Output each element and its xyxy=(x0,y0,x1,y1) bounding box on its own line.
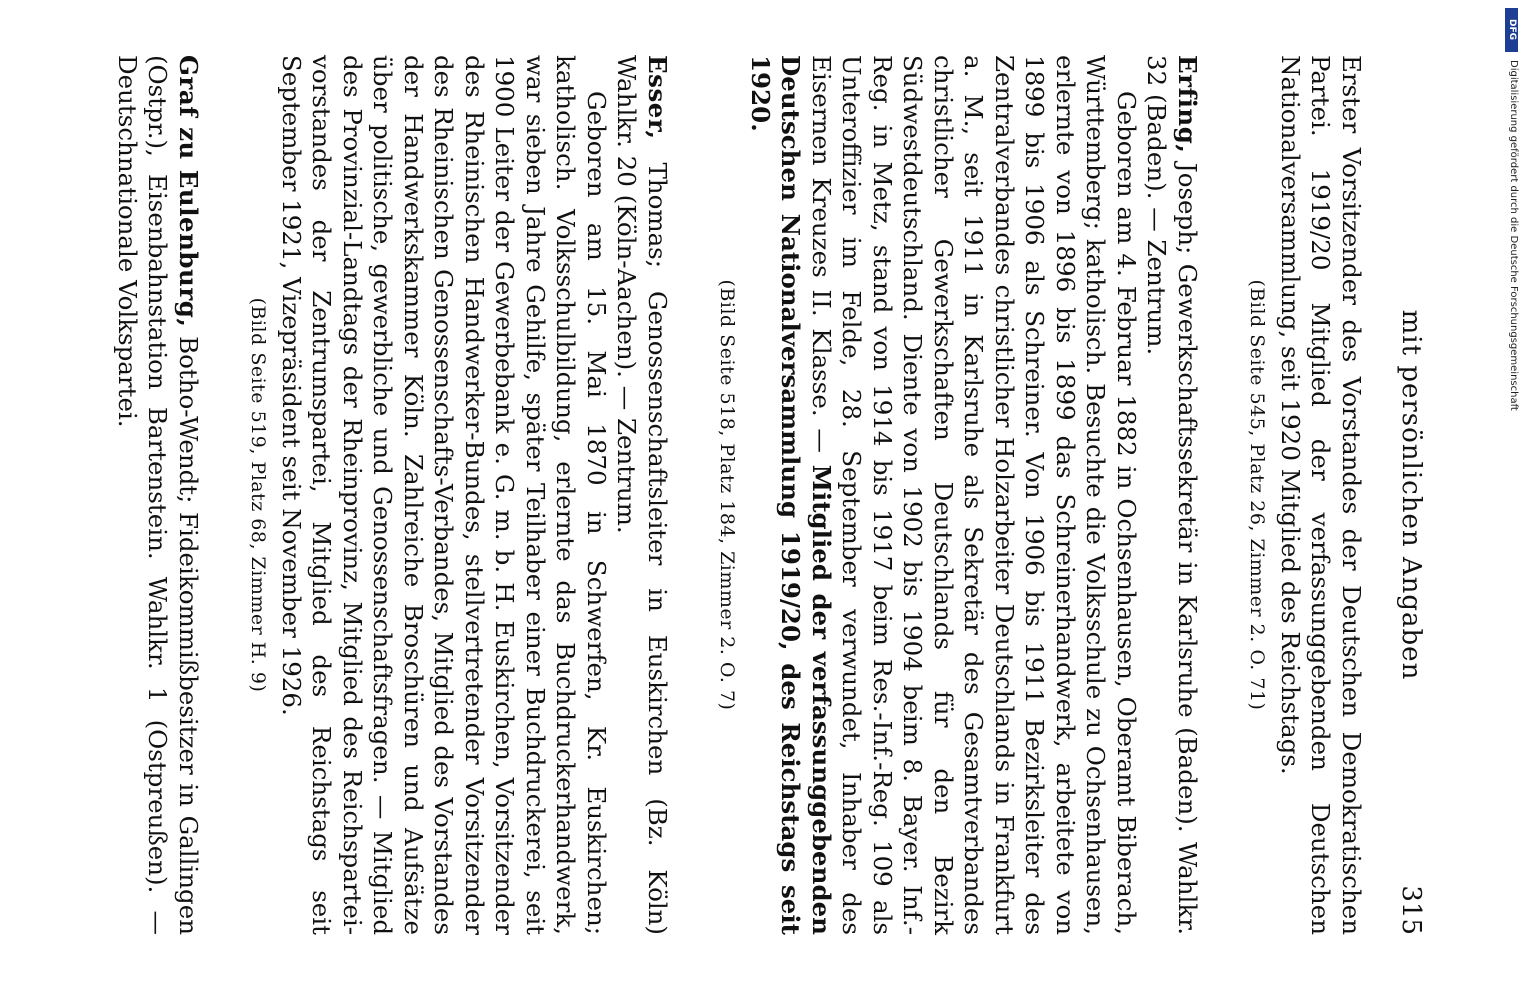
entry-continued xyxy=(1242,55,1366,935)
entry-name: Erfing, xyxy=(1173,55,1202,154)
entry-reference: (Bild Seite 545, Platz 26, Zimmer 2. O. 71) xyxy=(1246,279,1269,711)
entry-eulenburg xyxy=(112,55,204,935)
entry-esser xyxy=(243,55,672,935)
entry-lead: Joseph; Gewerkschaftssekretär in Karlsruhe (Baden). Wahlkr. 32 (Baden). — Zentrum. xyxy=(1142,55,1202,935)
entry-name: Esser, xyxy=(643,55,672,140)
entry-name: Graf zu Eulenburg, xyxy=(174,55,203,328)
funding-notice-text: Digitalisierung gefördert durch die Deutsche Forschungsgemeinschaft xyxy=(1508,60,1519,411)
dfg-logo: DFG xyxy=(1505,8,1518,52)
entry-body xyxy=(276,55,612,935)
entry-text: Erster Vorsitzender des Vorstandes der Deutschen Demokratischen Partei. 1919/20 Mitglied der verfassunggebenden Deutschen Nationalversammlung, seit 1920 Mitglied des Reichstags. xyxy=(1276,55,1366,935)
entry-body-text: Geboren am 15. Mai 1870 in Schwerfen, Kr. Euskirchen; katholisch. Volksschulbildung, erlernte das Buchdruckerhandwerk, war sieben Jahre Gehilfe, später Teilhaber einer Buchdruckerei, seit 1900 Leiter der Gewerbebank e. G. m. b. H. Euskirchen, Vorsitzender des Rheinischen Handwerker-Bundes, stellvertretender Vorsitzender des Rheinischen Genossenschafts-Verbandes, Mitglied des Vorstandes der Handwerkskammer Köln. Zahlreiche Broschüren und Aufsätze über politische, gewerbliche und Genossenschaftsfragen. — Mitglied des Provinzial-Landtags der Rheinprovinz, Mitglied des Reichspartei-vorstandes der Zentrumspartei, Mitglied des Reichstags seit September 1921, Vizepräsident seit November 1926. xyxy=(277,55,611,935)
entry-reference: (Bild Seite 518, Platz 184, Zimmer 2. O. 7) xyxy=(716,279,739,711)
entry-body xyxy=(745,55,1142,935)
page-number: 315 xyxy=(1396,885,1426,935)
entry-heading xyxy=(1141,55,1202,935)
running-head-title: mit persönlichen Angaben xyxy=(1396,309,1426,681)
document-page xyxy=(10,55,1430,935)
entry-heading xyxy=(112,55,204,935)
entry-lead: Botho-Wendt; Fideikommißbesitzer in Gallingen (Ostpr.), Eisenbahnstation Bartenstein. Wahlkr. 1 (Ostpreußen). — Deutschnationale Volkspartei. xyxy=(113,55,203,935)
entry-body-text: Geboren am 4. Februar 1882 in Ochsenhausen, Oberamt Biberach, Württemberg; katholisch. Besuchte die Volksschule zu Ochsenhausen, erlernte von 1896 bis 1899 das Schreinerhandwerk, arbeitete von 1899 bis 1906 als Schreiner. Von 1906 bis 1911 Bezirksleiter des Zentralverbandes christlicher Holzarbeiter Deutschlands in Frankfurt a. M., seit 1911 in Karlsruhe als Sekretär des Gesamtverbandes christlicher Gewerkschaften Deutschlands für den Bezirk Südwestdeutschland. Diente von 1902 bis 1904 beim 8. Bayer. Inf.-Reg. in Metz, stand von 1914 bis 1917 beim Res.-Inf.-Reg. 109 als Unteroffizier im Felde, 28. September verwundet, Inhaber des Eisernen Kreuzes II. Klasse. — xyxy=(807,55,1141,935)
running-head xyxy=(1384,55,1430,935)
entry-heading xyxy=(611,55,672,935)
entry-reference: (Bild Seite 519, Platz 68, Zimmer H. 9) xyxy=(247,297,270,693)
funding-notice xyxy=(1500,0,1524,1000)
entry-body-bold: Mitglied der verfassunggebenden Deutschen Nationalversammlung 1919/20, des Reichstags seit 1920. xyxy=(746,55,836,935)
entry-lead: Thomas; Genossenschaftsleiter in Euskirchen (Bz. Köln) Wahlkr. 20 (Köln-Aachen). — Zentrum. xyxy=(612,55,672,935)
entry-erfing xyxy=(712,55,1202,935)
